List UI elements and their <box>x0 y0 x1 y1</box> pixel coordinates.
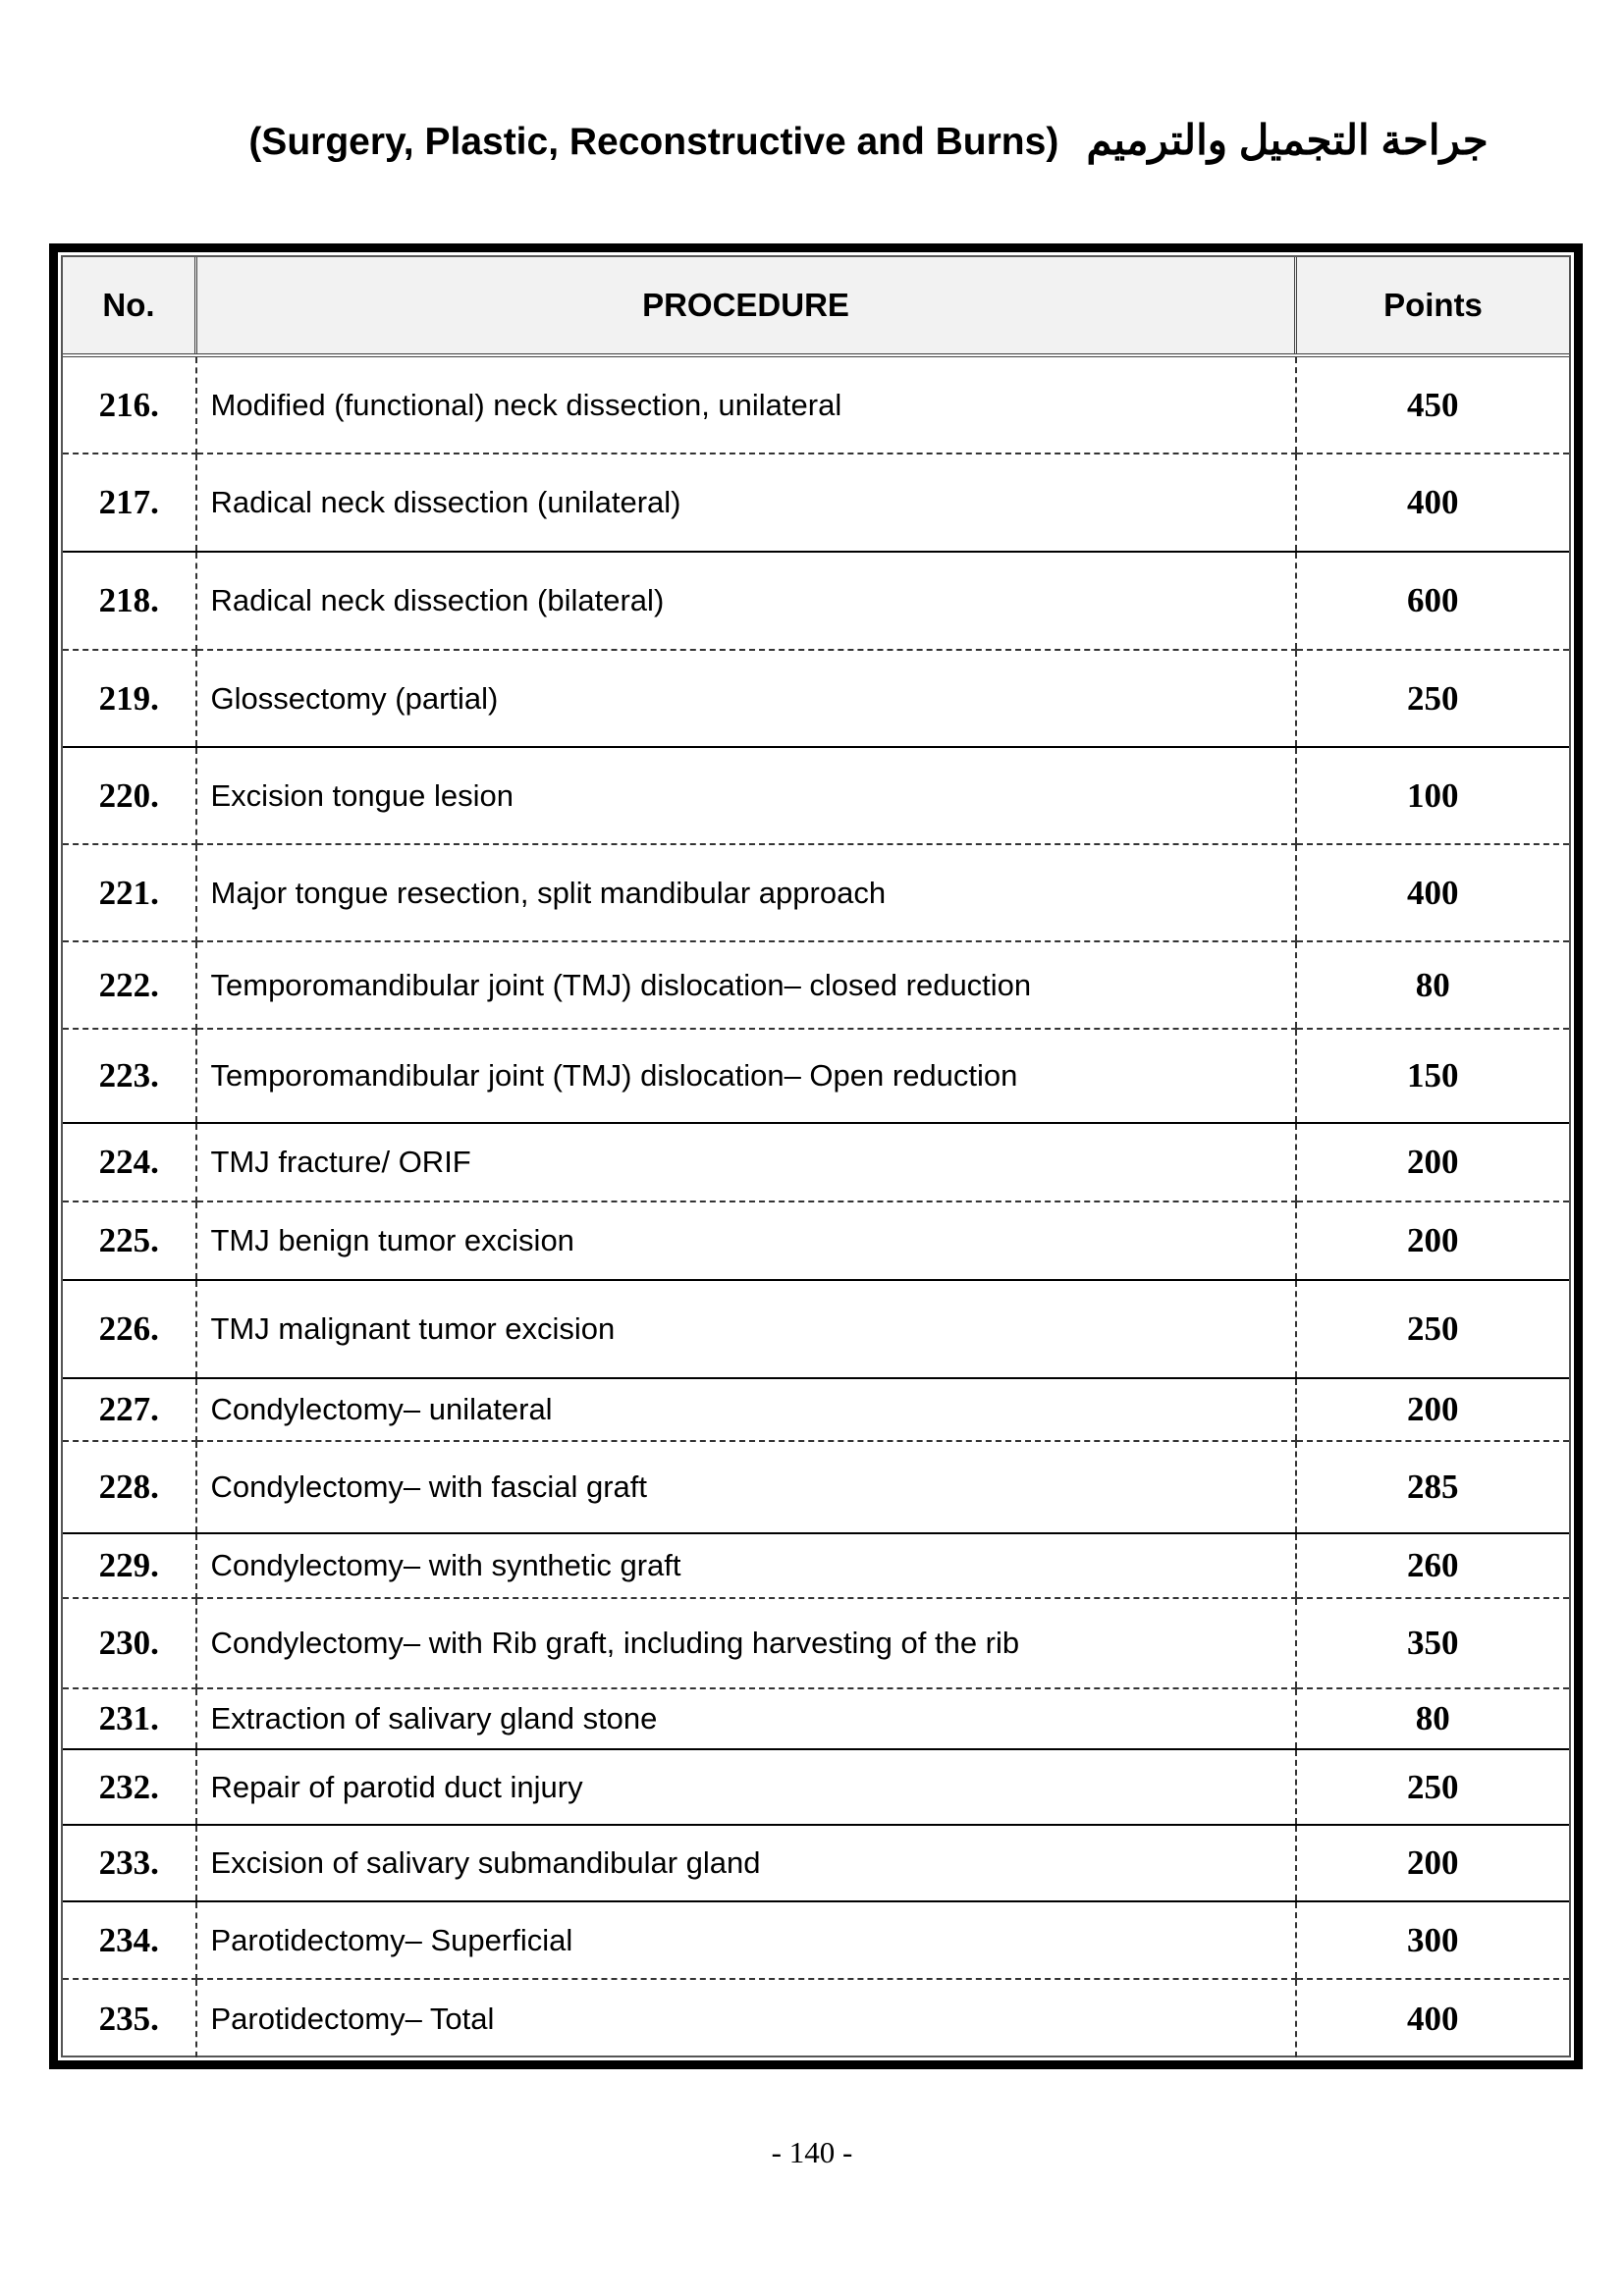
table-row <box>63 1688 1569 1749</box>
row-number: 229. <box>63 1533 196 1598</box>
row-number: 222. <box>63 941 196 1029</box>
title-arabic: جراحة التجميل والترميم <box>1086 117 1489 163</box>
table-row <box>63 1598 1569 1688</box>
row-number: 218. <box>63 552 196 650</box>
table-row <box>63 1533 1569 1598</box>
row-procedure: Radical neck dissection (bilateral) <box>196 552 1296 650</box>
table-header-row <box>63 257 1569 355</box>
row-number: 216. <box>63 355 196 454</box>
row-procedure: Condylectomy– with Rib graft, including harvesting of the rib <box>196 1598 1296 1688</box>
table-row <box>63 1441 1569 1533</box>
row-number: 224. <box>63 1123 196 1201</box>
row-procedure: Condylectomy– with synthetic graft <box>196 1533 1296 1598</box>
row-number: 220. <box>63 747 196 844</box>
row-number: 226. <box>63 1280 196 1378</box>
title-english: (Surgery, Plastic, Reconstructive and Burns) <box>248 121 1059 163</box>
row-procedure: Excision of salivary submandibular gland <box>196 1825 1296 1901</box>
row-points: 200 <box>1296 1825 1570 1901</box>
row-procedure: Condylectomy– unilateral <box>196 1378 1296 1441</box>
row-number: 230. <box>63 1598 196 1688</box>
row-points: 200 <box>1296 1123 1570 1201</box>
row-procedure: TMJ malignant tumor excision <box>196 1280 1296 1378</box>
row-procedure: Modified (functional) neck dissection, unilateral <box>196 355 1296 454</box>
row-points: 200 <box>1296 1201 1570 1280</box>
row-points: 100 <box>1296 747 1570 844</box>
row-points: 285 <box>1296 1441 1570 1533</box>
table-row <box>63 1979 1569 2057</box>
row-number: 223. <box>63 1029 196 1123</box>
row-points: 250 <box>1296 650 1570 747</box>
table-row <box>63 1029 1569 1123</box>
row-number: 231. <box>63 1688 196 1749</box>
row-points: 200 <box>1296 1378 1570 1441</box>
row-points: 350 <box>1296 1598 1570 1688</box>
row-procedure: Temporomandibular joint (TMJ) dislocation– closed reduction <box>196 941 1296 1029</box>
table-row <box>63 1123 1569 1201</box>
row-procedure: TMJ benign tumor excision <box>196 1201 1296 1280</box>
row-number: 217. <box>63 454 196 552</box>
row-points: 150 <box>1296 1029 1570 1123</box>
row-procedure: Major tongue resection, split mandibular approach <box>196 844 1296 941</box>
row-points: 400 <box>1296 844 1570 941</box>
row-procedure: Extraction of salivary gland stone <box>196 1688 1296 1749</box>
row-points: 600 <box>1296 552 1570 650</box>
row-points: 400 <box>1296 1979 1570 2057</box>
row-number: 228. <box>63 1441 196 1533</box>
table-row <box>63 747 1569 844</box>
row-points: 450 <box>1296 355 1570 454</box>
row-procedure: Parotidectomy– Total <box>210 2001 495 2036</box>
row-points: 80 <box>1296 1688 1570 1749</box>
header-procedure: PROCEDURE <box>196 257 1296 355</box>
row-procedure: Repair of parotid duct injury <box>196 1749 1296 1825</box>
row-number: 232. <box>63 1749 196 1825</box>
row-points: 80 <box>1296 941 1570 1029</box>
row-points: 300 <box>1296 1901 1570 1979</box>
table-row <box>63 1901 1569 1979</box>
row-procedure: TMJ fracture/ ORIF <box>196 1123 1296 1201</box>
table-row <box>63 1201 1569 1280</box>
row-procedure: Parotidectomy– Superficial <box>196 1901 1296 1979</box>
row-number: 233. <box>63 1825 196 1901</box>
procedures-table-frame <box>49 243 1583 2069</box>
row-points: 250 <box>1296 1749 1570 1825</box>
row-procedure: Radical neck dissection (unilateral) <box>196 454 1296 552</box>
header-no: No. <box>63 257 196 355</box>
page-number: - 140 - <box>771 2135 853 2169</box>
row-number: 234. <box>63 1901 196 1979</box>
row-number: 219. <box>63 650 196 747</box>
table-row <box>63 1825 1569 1901</box>
row-number: 221. <box>63 844 196 941</box>
page-title <box>0 116 1624 164</box>
table-row <box>63 941 1569 1029</box>
row-number: 227. <box>63 1378 196 1441</box>
header-points: Points <box>1296 257 1570 355</box>
table-row <box>63 844 1569 941</box>
row-number: 235. <box>63 1979 196 2057</box>
table-row <box>63 454 1569 552</box>
row-procedure: Condylectomy– with fascial graft <box>196 1441 1296 1533</box>
table-row <box>63 355 1569 454</box>
row-procedure: Temporomandibular joint (TMJ) dislocation– Open reduction <box>196 1029 1296 1123</box>
table-row <box>63 1749 1569 1825</box>
row-points: 260 <box>1296 1533 1570 1598</box>
row-number: 225. <box>63 1201 196 1280</box>
row-points: 400 <box>1296 454 1570 552</box>
procedures-table <box>63 257 1569 2057</box>
row-procedure: Glossectomy (partial) <box>196 650 1296 747</box>
table-row <box>63 1378 1569 1441</box>
row-points: 250 <box>1296 1280 1570 1378</box>
table-row <box>63 650 1569 747</box>
row-procedure: Excision tongue lesion <box>196 747 1296 844</box>
table-row <box>63 552 1569 650</box>
table-row <box>63 1280 1569 1378</box>
